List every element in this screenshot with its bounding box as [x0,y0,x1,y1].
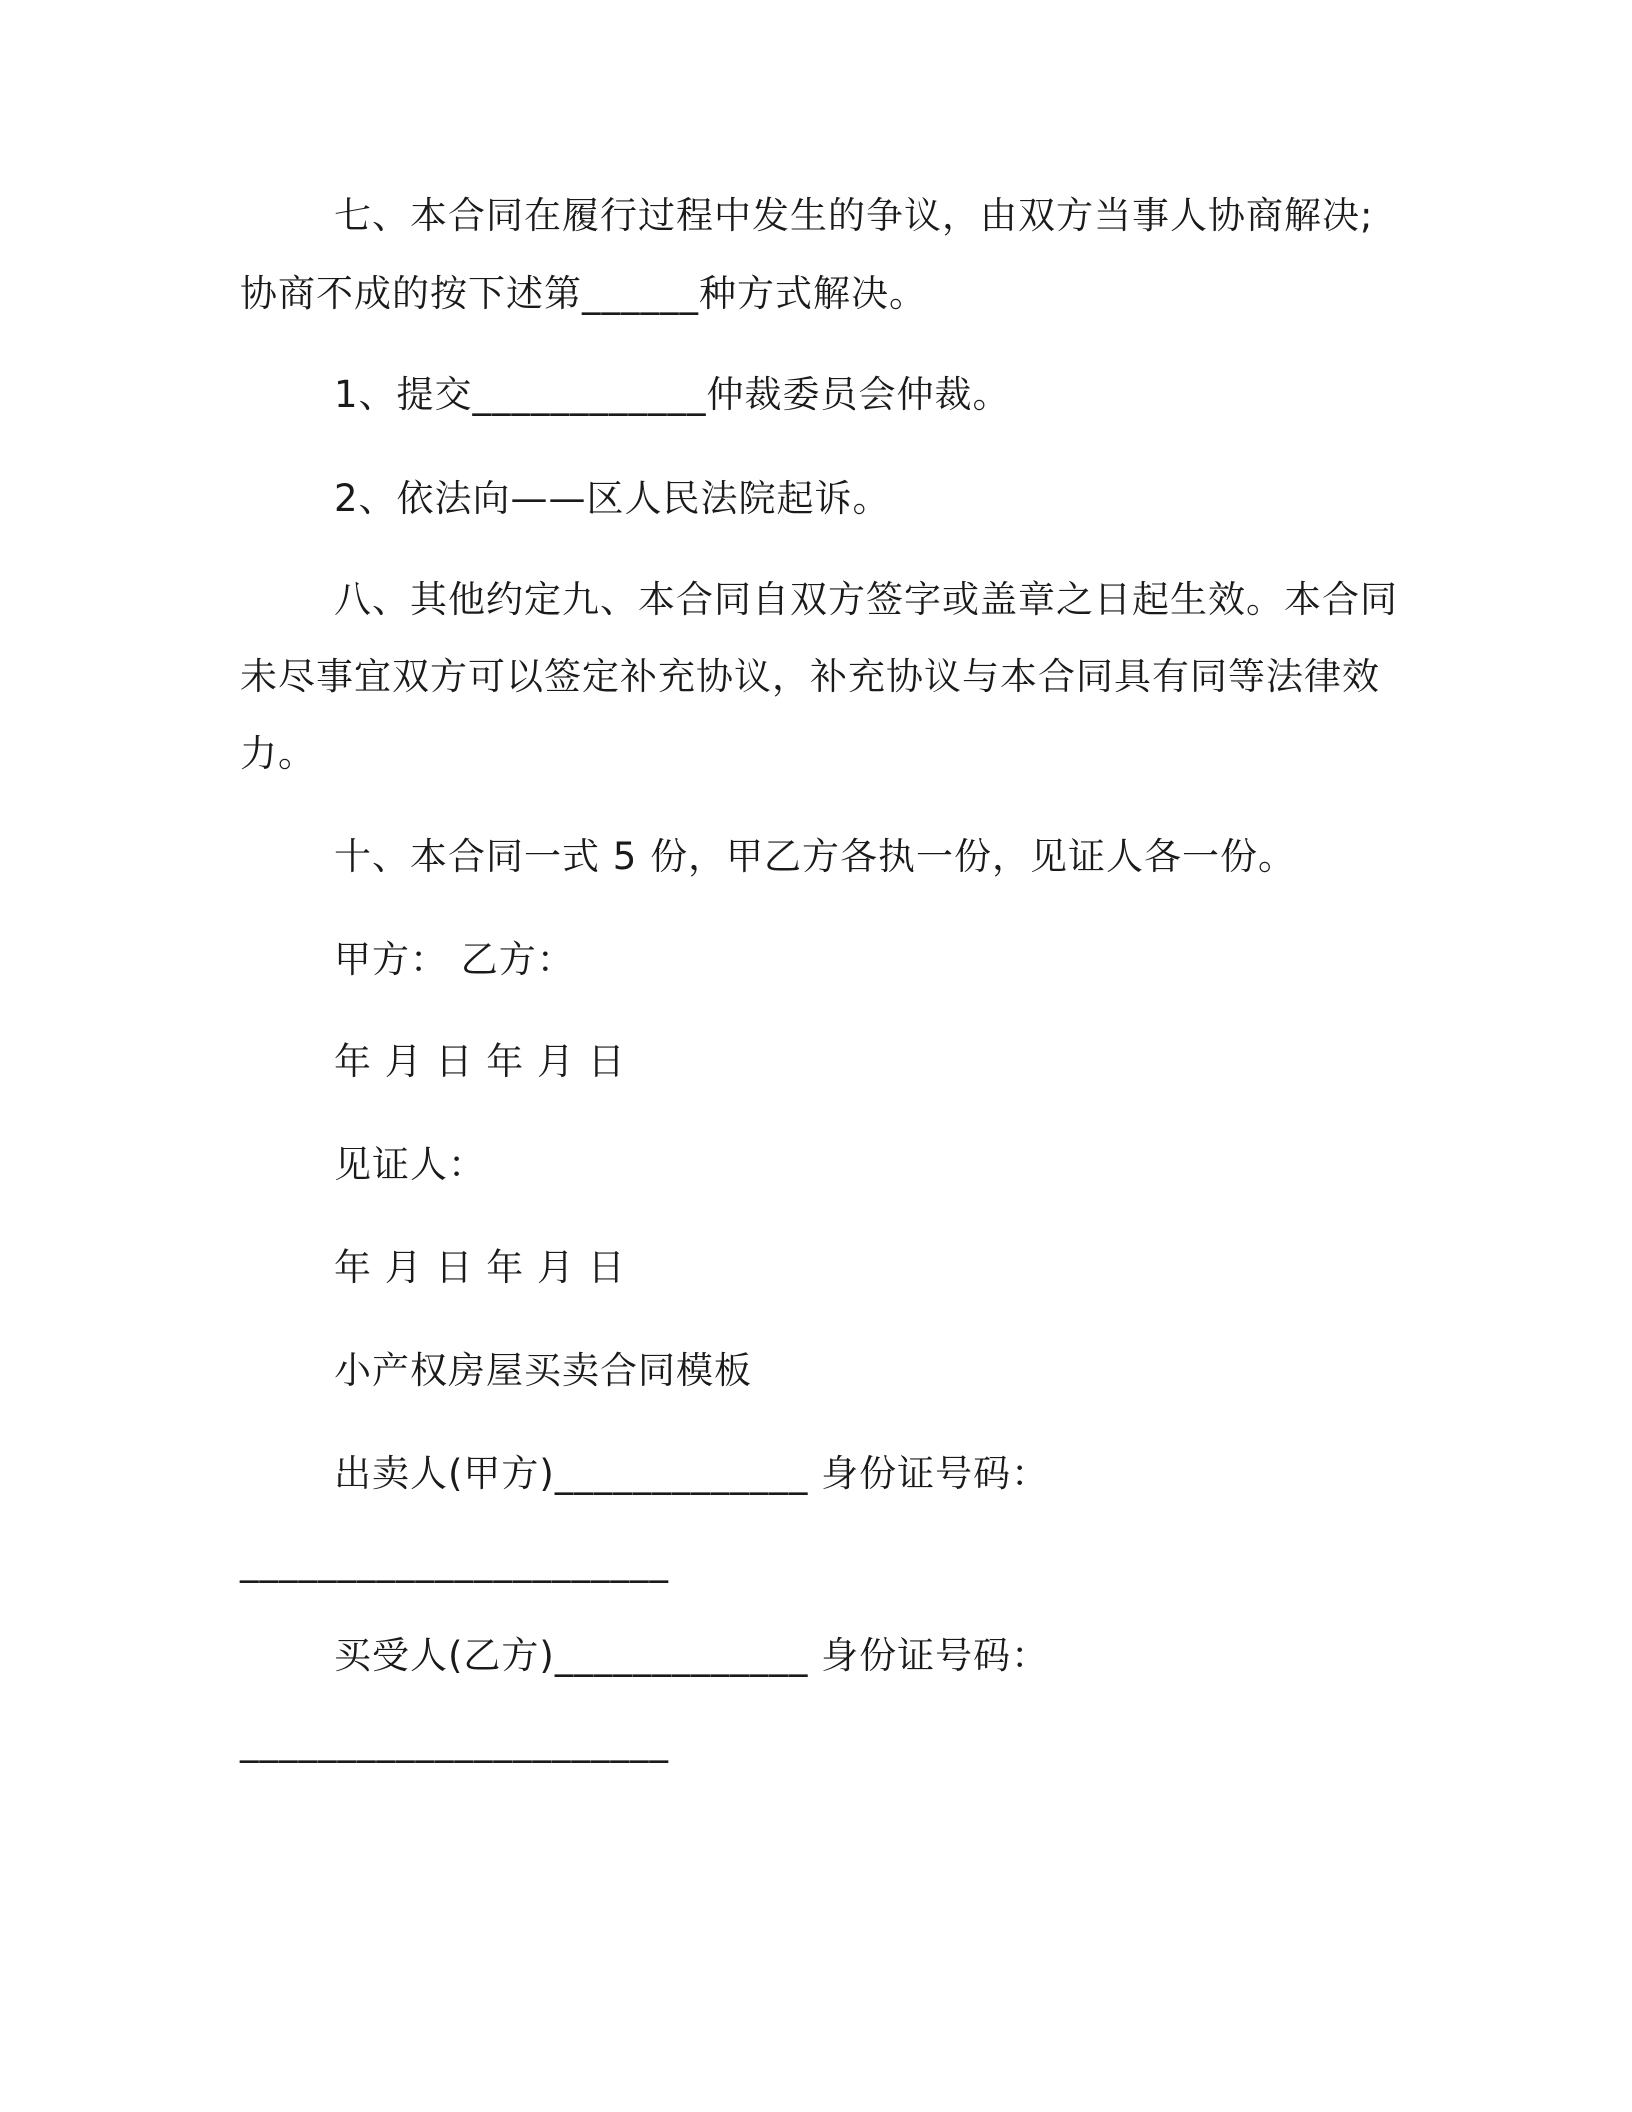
template-title: 小产权房屋买卖合同模板 [334,1349,752,1392]
seller-line: 出卖人(甲方)_____________ 身份证号码： [334,1452,1050,1495]
clause-10: 十、本合同一式 5 份，甲乙方各执一份，见证人各一份。 [334,835,1297,878]
option-2: 2、依法向——区人民法院起诉。 [334,477,891,520]
buyer-line: 买受人(乙方)_____________ 身份证号码： [334,1634,1050,1677]
seller-id-blank: ______________________ [240,1540,669,1583]
parties-signature-line: 甲方： 乙方： [334,938,575,981]
clause-8-9-line-2: 未尽事宜双方可以签定补充协议，补充协议与本合同具有同等法律效 [240,655,1380,698]
date-line-1: 年 月 日 年 月 日 [334,1040,626,1083]
date-line-2: 年 月 日 年 月 日 [334,1246,626,1289]
clause-8-9-line-3: 力。 [240,732,316,775]
option-1: 1、提交____________仲裁委员会仲裁。 [334,373,1011,416]
witness-line: 见证人： [334,1143,486,1186]
clause-7-line-2: 协商不成的按下述第______种方式解决。 [240,272,927,315]
clause-8-9-line-1: 八、其他约定九、本合同自双方签字或盖章之日起生效。本合同 [334,578,1398,621]
clause-7-line-1: 七、本合同在履行过程中发生的争议，由双方当事人协商解决; [334,194,1374,237]
buyer-id-blank: ______________________ [240,1720,669,1763]
